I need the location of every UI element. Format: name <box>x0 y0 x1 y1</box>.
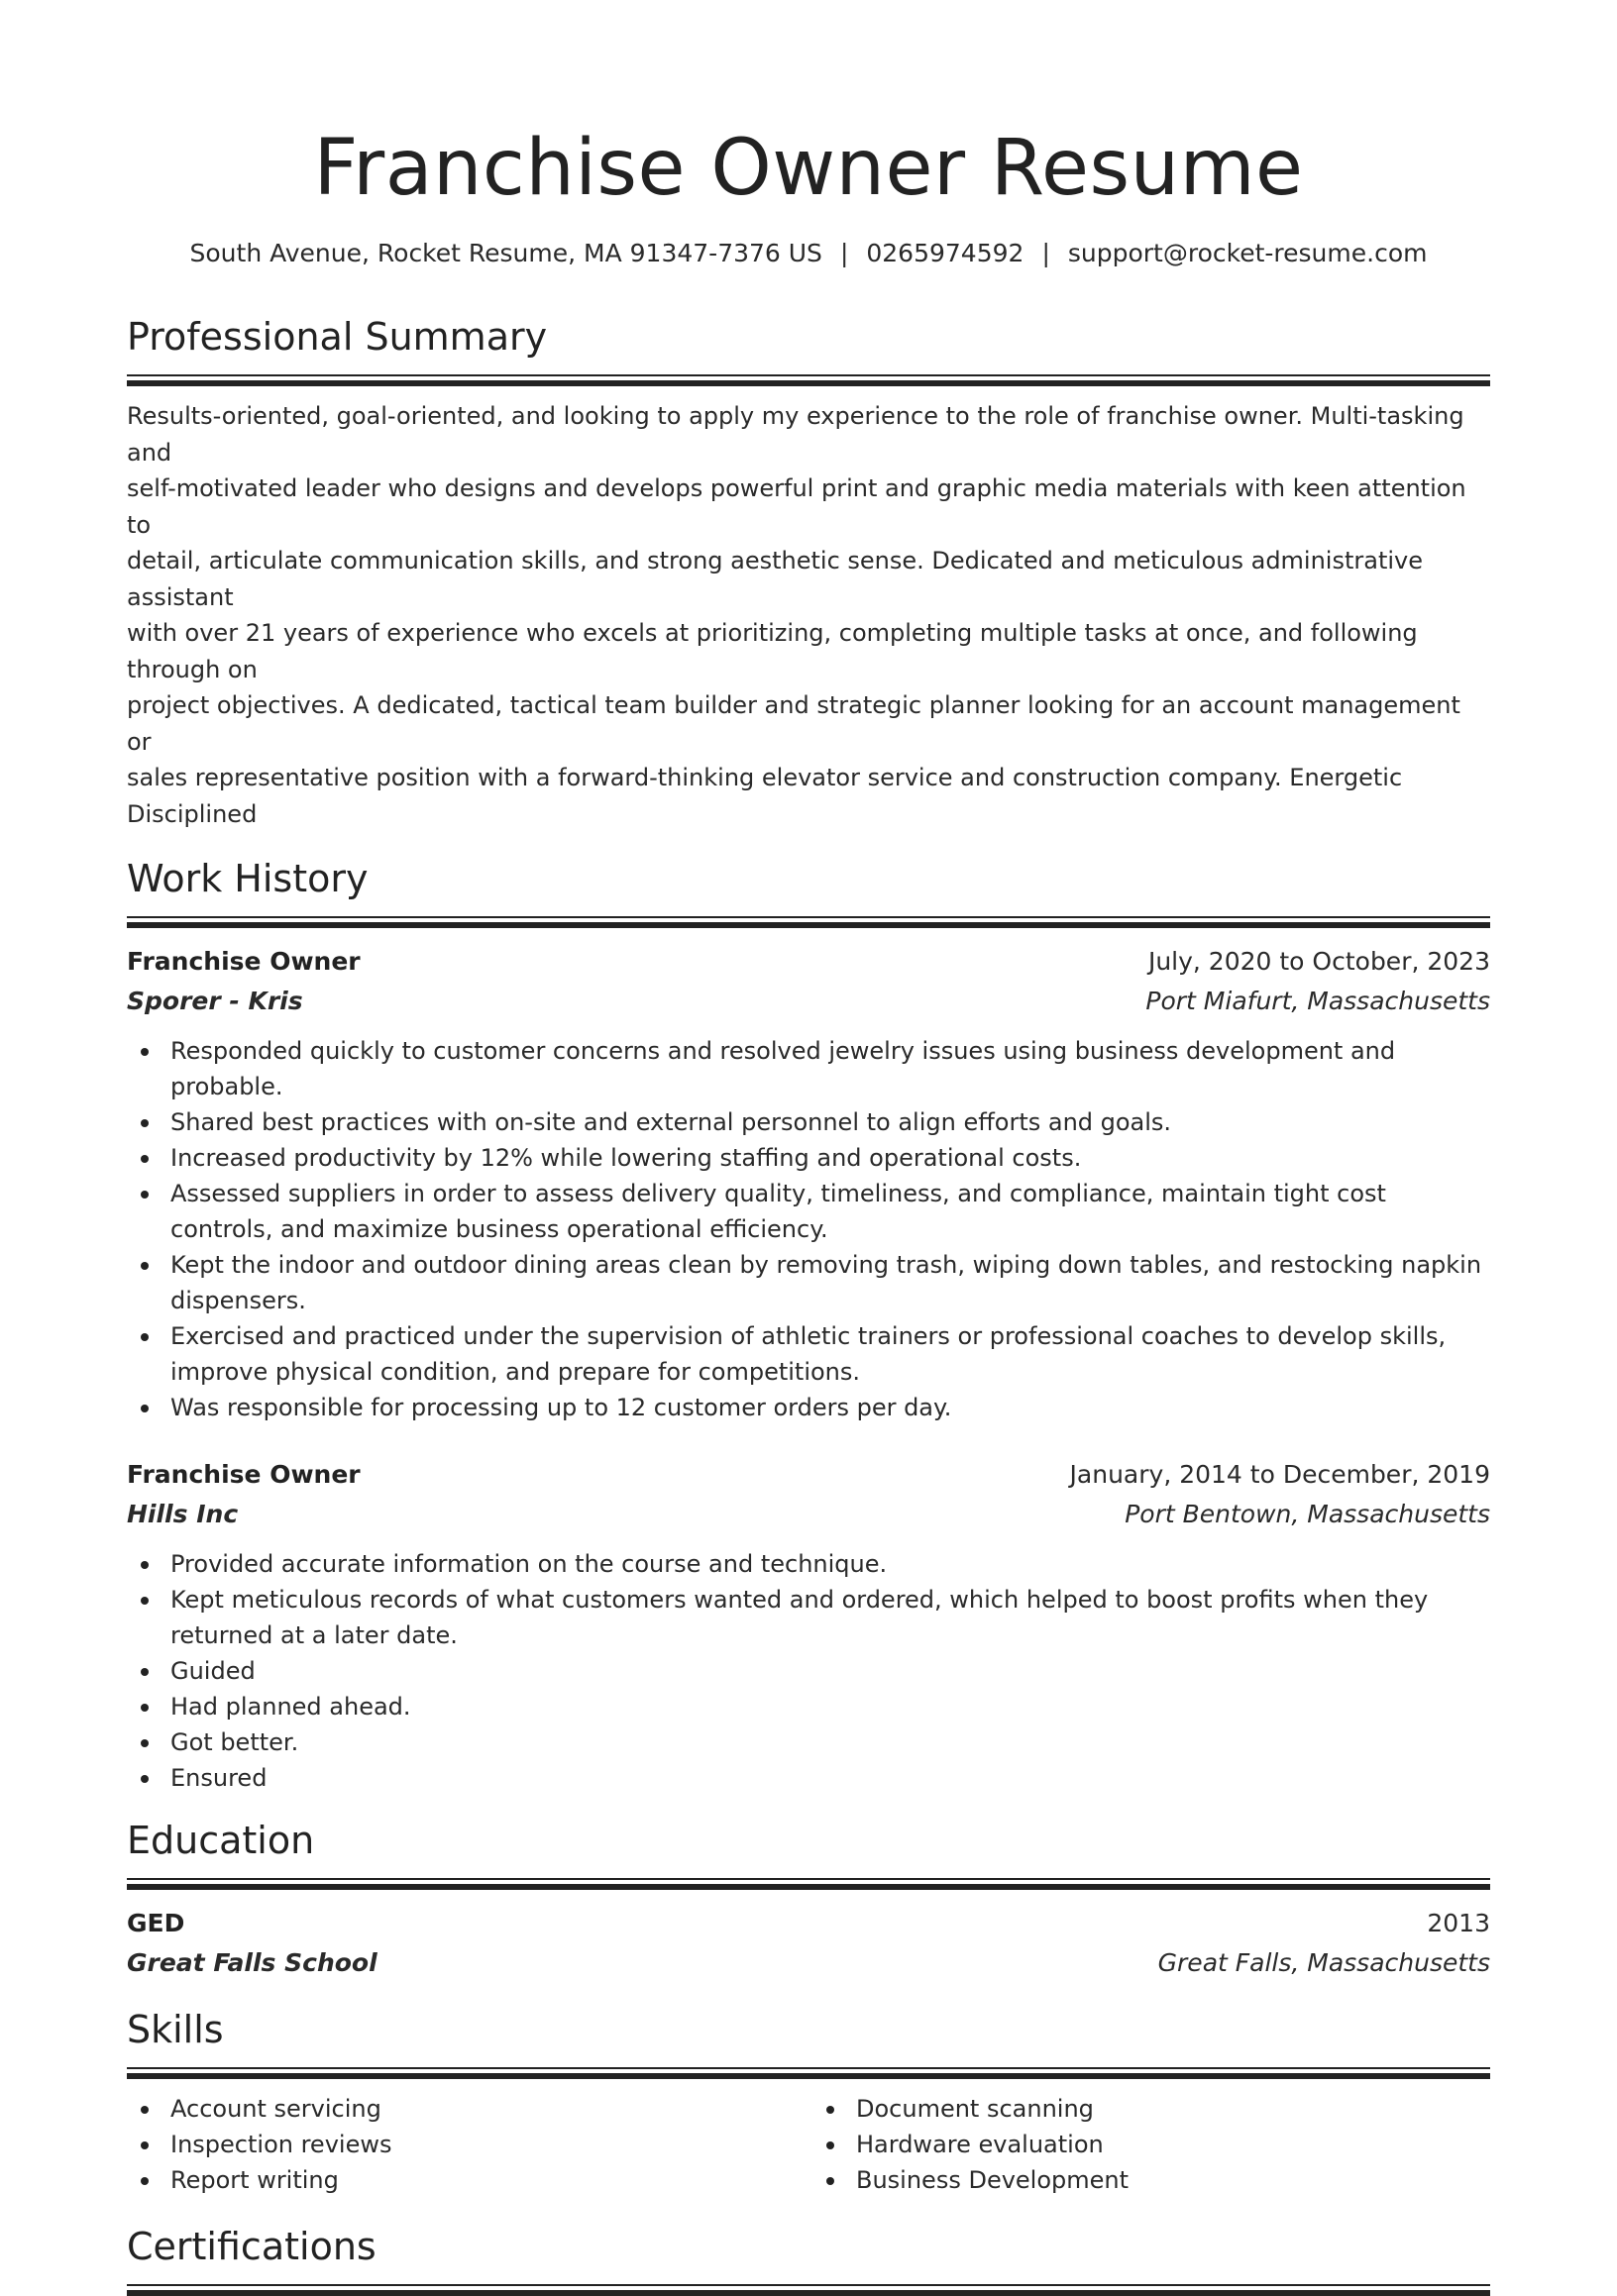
summary-line: Results-oriented, goal-oriented, and looking to apply my experience to the role of franchise owner. Multi-tasking and <box>127 402 1464 467</box>
job-location: Port Miafurt, Massachusetts <box>1145 987 1490 1015</box>
contact-separator: | <box>839 239 849 267</box>
job-entry <box>127 942 1490 1425</box>
list-item: Got better. <box>127 1724 1490 1760</box>
resume-title: Franchise Owner Resume <box>313 124 1304 213</box>
list-item: Assessed suppliers in order to assess delivery quality, timeliness, and compliance, maintain tight cost controls, and maximize business operational efficiency. <box>127 1176 1490 1247</box>
job-subheader <box>127 1495 1490 1534</box>
list-item: Increased productivity by 12% while lowering staffing and operational costs. <box>127 1140 1490 1176</box>
summary-line: project objectives. A dedicated, tactical team builder and strategic planner looking for an account management or <box>127 691 1460 756</box>
list-item: Document scanning <box>812 2091 1490 2127</box>
summary-heading: Professional Summary <box>127 315 548 359</box>
section-divider <box>127 2067 1490 2079</box>
list-item: Kept meticulous records of what customers wanted and ordered, which helped to boost profits when they returned at a later date. <box>127 1582 1490 1653</box>
job-entry <box>127 1455 1490 1796</box>
list-item: Provided accurate information on the course and technique. <box>127 1546 1490 1582</box>
list-item: Kept the indoor and outdoor dining areas clean by removing trash, wiping down tables, and restocking napkin dispensers. <box>127 1247 1490 1318</box>
job-dates: July, 2020 to October, 2023 <box>1147 947 1490 976</box>
education-year: 2013 <box>1427 1909 1490 1937</box>
summary-line: sales representative position with a forward-thinking elevator service and construction company. Energetic Disciplined <box>127 764 1403 828</box>
contact-line <box>127 237 1490 270</box>
list-item: Responded quickly to customer concerns and resolved jewelry issues using business development and probable. <box>127 1033 1490 1104</box>
education-section <box>127 1816 1490 1983</box>
job-header <box>127 1455 1490 1495</box>
list-item: Shared best practices with on-site and external personnel to align efforts and goals. <box>127 1104 1490 1140</box>
list-item: Hardware evaluation <box>812 2127 1490 2162</box>
summary-text <box>127 398 1490 832</box>
skills-left-column <box>127 2091 808 2198</box>
job-bullets <box>127 1033 1490 1425</box>
job-company: Sporer - Kris <box>127 987 303 1015</box>
job-location: Port Bentown, Massachusetts <box>1125 1500 1490 1528</box>
contact-address: South Avenue, Rocket Resume, MA 91347-7376 US <box>189 239 822 267</box>
list-item: Was responsible for processing up to 12 customer orders per day. <box>127 1390 1490 1425</box>
skills-heading: Skills <box>127 2008 224 2051</box>
list-item: Exercised and practiced under the supervision of athletic trainers or professional coaches to develop skills, improve physical condition, and prepare for competitions. <box>127 1318 1490 1390</box>
certifications-heading: Certifications <box>127 2225 377 2268</box>
work-history-heading: Work History <box>127 857 369 900</box>
contact-phone: 0265974592 <box>866 239 1024 267</box>
job-title: Franchise Owner <box>127 947 361 976</box>
list-item: Account servicing <box>127 2091 808 2127</box>
section-divider <box>127 1878 1490 1890</box>
section-divider <box>127 2284 1490 2296</box>
skills-right-column <box>808 2091 1490 2198</box>
job-header <box>127 942 1490 982</box>
job-subheader <box>127 982 1490 1021</box>
skills-columns <box>127 2091 1490 2198</box>
certifications-section <box>127 2222 1490 2296</box>
skills-section <box>127 2005 1490 2198</box>
list-item: Guided <box>127 1653 1490 1689</box>
summary-line: with over 21 years of experience who excels at prioritizing, completing multiple tasks at once, and following through on <box>127 619 1418 683</box>
education-degree: GED <box>127 1909 185 1937</box>
section-divider <box>127 374 1490 386</box>
list-item: Inspection reviews <box>127 2127 808 2162</box>
list-item: Ensured <box>127 1760 1490 1796</box>
education-location: Great Falls, Massachusetts <box>1157 1948 1490 1977</box>
job-bullets <box>127 1546 1490 1796</box>
education-heading: Education <box>127 1819 315 1862</box>
education-entry <box>127 1904 1490 1983</box>
job-company: Hills Inc <box>127 1500 239 1528</box>
work-history-section <box>127 854 1490 1796</box>
list-item: Report writing <box>127 2162 808 2198</box>
education-header <box>127 1904 1490 1943</box>
job-title: Franchise Owner <box>127 1460 361 1489</box>
education-school: Great Falls School <box>127 1948 377 1977</box>
list-item: Business Development <box>812 2162 1490 2198</box>
summary-line: self-motivated leader who designs and develops powerful print and graphic media materials with keen attention to <box>127 474 1466 539</box>
section-divider <box>127 916 1490 928</box>
contact-separator: | <box>1041 239 1050 267</box>
summary-section <box>127 312 1490 832</box>
summary-line: detail, articulate communication skills, and strong aesthetic sense. Dedicated and meticulous administrative assistant <box>127 547 1424 611</box>
education-subheader <box>127 1943 1490 1983</box>
job-dates: January, 2014 to December, 2019 <box>1069 1460 1490 1489</box>
contact-email: support@rocket-resume.com <box>1067 239 1428 267</box>
list-item: Had planned ahead. <box>127 1689 1490 1724</box>
